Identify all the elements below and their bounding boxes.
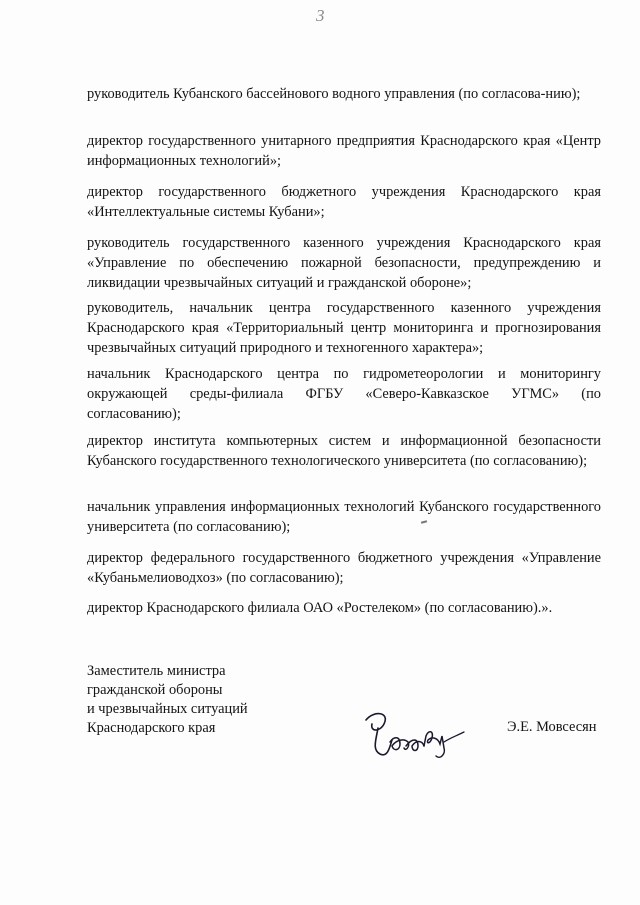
list-item: директор федерального государственного бюджетного учреждения «Управление «Кубаньмелиоводхоз» (по согласованию); (87, 550, 601, 586)
list-item: руководитель государственного казенного учреждения Краснодарского края «Управление по обеспечению пожарной безопасности, предупреждению и ликвидации чрезвычайных ситуаций и гражданской обороне»; (87, 235, 601, 291)
list-item: директор государственного бюджетного учреждения Краснодарского края «Интеллектуальные системы Кубани»; (87, 184, 601, 220)
position-line: гражданской обороны (87, 682, 223, 698)
list-item: директор Краснодарского филиала ОАО «Ростелеком» (по согласованию).». (87, 600, 553, 616)
list-item: директор государственного унитарного предприятия Краснодарского края «Центр информационных технологий»; (87, 133, 601, 169)
list-item: начальник Краснодарского центра по гидрометеорологии и мониторингу окружающей среды-филиала ФГБУ «Северо-Кавказское УГМС» (по согласованию); (87, 366, 601, 422)
list-item: руководитель, начальник центра государственного казенного учреждения Краснодарского края «Территориальный центр мониторинга и прогнозирования чрезвычайных ситуаций природного и техногенного характера»; (87, 300, 601, 356)
list-item: начальник управления информационных технологий Кубанского государственного университета (по согласованию); (87, 499, 601, 535)
position-line: Краснодарского края (87, 720, 216, 736)
position-line: и чрезвычайных ситуаций (87, 701, 248, 717)
list-item: директор института компьютерных систем и информационной безопасности Кубанского государственного технологического университета (по согласованию); (87, 433, 601, 469)
list-item: руководитель Кубанского бассейнового водного управления (по согласова-нию); (87, 86, 581, 102)
handwritten-signature (360, 706, 470, 764)
page-number: 3 (316, 6, 325, 25)
signatory-position (87, 662, 248, 738)
position-line: Заместитель министра (87, 663, 226, 679)
signatory-name: Э.Е. Мовсесян (507, 719, 597, 735)
